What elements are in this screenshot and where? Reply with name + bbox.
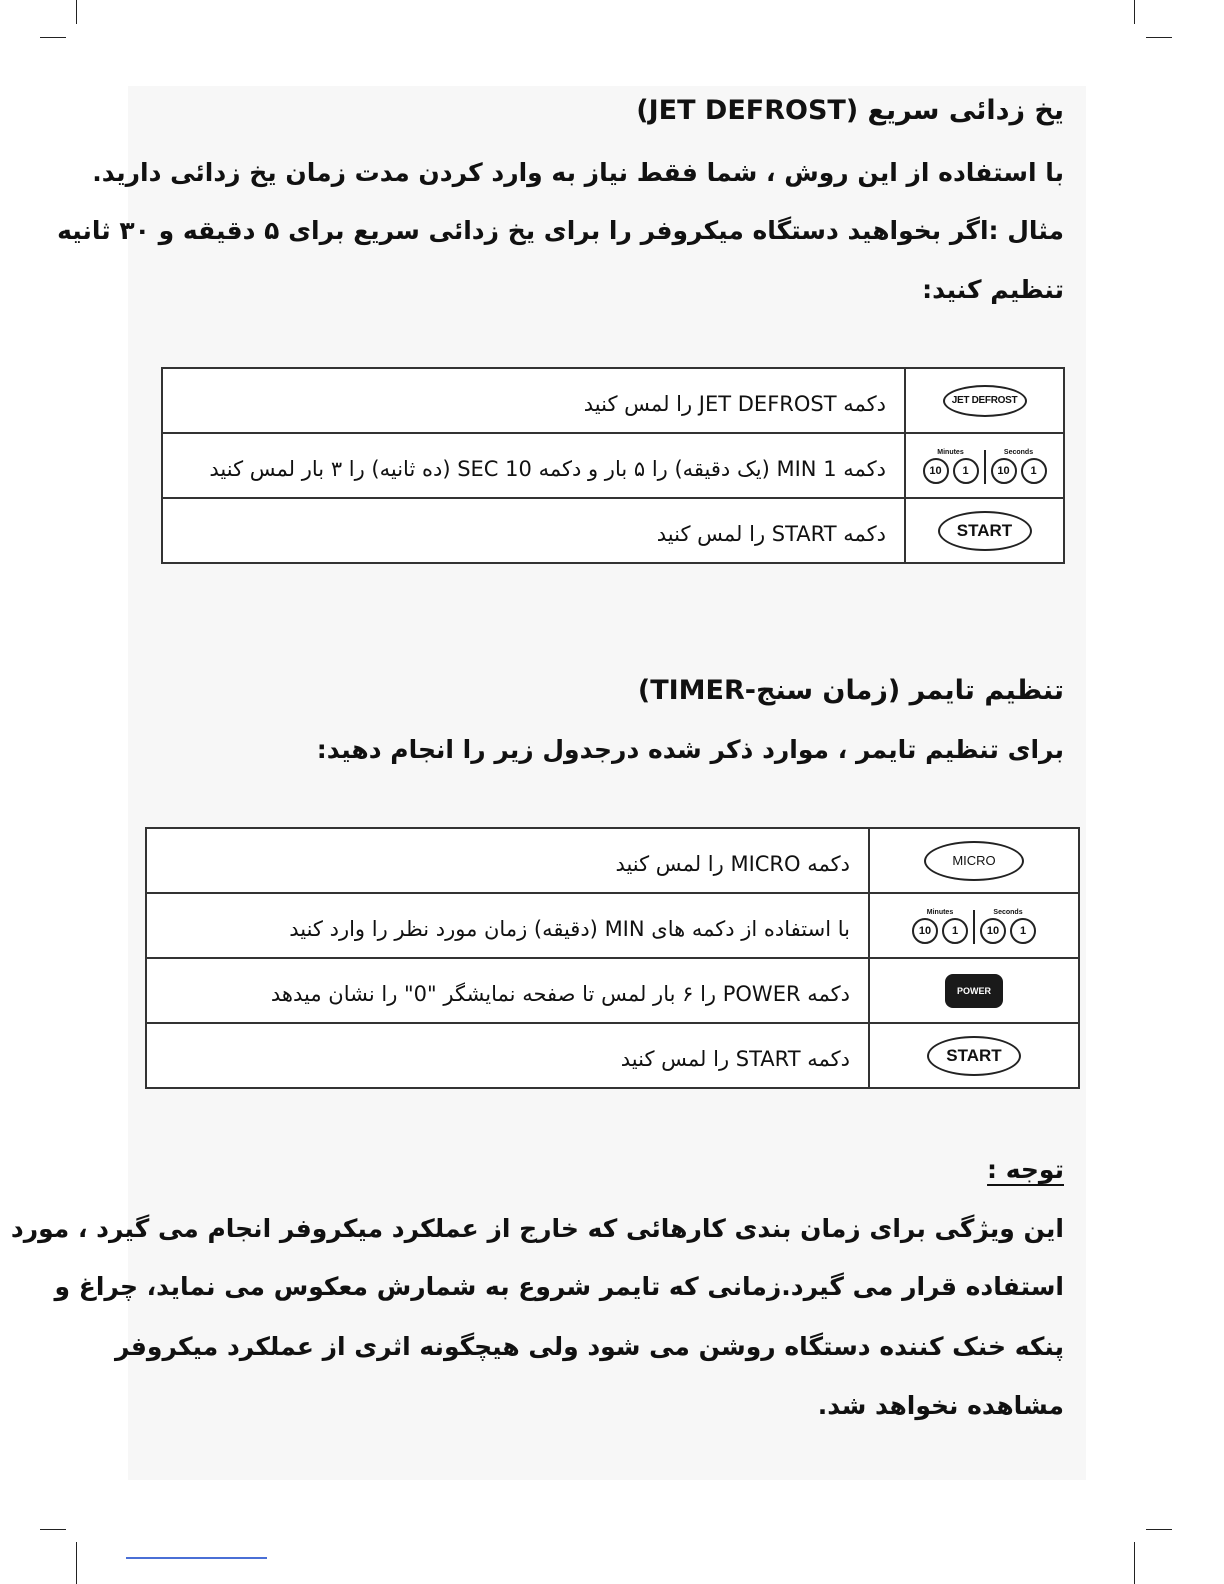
power-button-icon: POWER	[945, 974, 1003, 1008]
icon-cell	[869, 828, 1079, 893]
table-row	[146, 828, 1079, 893]
jet-defrost-button-icon: JET DEFROST	[943, 385, 1027, 417]
step-text: دکمه 1 MIN (یک دقیقه) را ۵ بار و دکمه 10 SEC (ده ثانیه) را ۳ بار لمس کنید	[162, 433, 905, 498]
icon-cell	[905, 433, 1064, 498]
timer-steps-table	[145, 827, 1080, 1089]
one-min-key-icon: 1	[942, 918, 968, 944]
jet-defrost-example-line2: تنظیم کنید:	[922, 275, 1064, 304]
one-min-key-icon: 1	[953, 458, 979, 484]
icon-cell	[869, 958, 1079, 1023]
icon-cell	[869, 1023, 1079, 1088]
one-sec-key-icon: 1	[1010, 918, 1036, 944]
footnote-rule	[126, 1557, 267, 1559]
table-row	[146, 1023, 1079, 1088]
start-button-icon: START	[927, 1036, 1021, 1076]
table-row	[162, 498, 1064, 563]
note-line-3: پنکه خنک کننده دستگاه روشن می شود ولی هیچگونه اثری از عملکرد میکروفر	[115, 1332, 1064, 1361]
jet-defrost-steps-table	[161, 367, 1065, 564]
step-text: دکمه POWER را ۶ بار لمس تا صفحه نمایشگر "0" را نشان میدهد	[146, 958, 869, 1023]
note-line-2: استفاده قرار می گیرد.زمانی که تایمر شروع به شمارش معکوس می نماید، چراغ و	[54, 1272, 1064, 1301]
seconds-label: Seconds	[993, 908, 1023, 916]
minutes-label: Minutes	[926, 908, 954, 916]
ten-min-key-icon: 10	[923, 458, 949, 484]
minutes-group	[910, 908, 970, 944]
crop-mark	[76, 1542, 77, 1584]
minutes-group	[921, 448, 981, 484]
crop-mark	[1134, 0, 1135, 24]
keypad-divider	[973, 910, 975, 944]
micro-button-icon: MICRO	[924, 841, 1024, 881]
time-keypad-icon	[910, 908, 1038, 944]
crop-mark	[40, 1529, 66, 1530]
jet-defrost-heading: یخ زدائی سریع (JET DEFROST)	[636, 95, 1064, 126]
icon-cell	[905, 368, 1064, 433]
ten-min-key-icon: 10	[912, 918, 938, 944]
seconds-label: Seconds	[1003, 448, 1034, 456]
jet-defrost-intro: با استفاده از این روش ، شما فقط نیاز به وارد کردن مدت زمان یخ زدائی دارید.	[92, 158, 1064, 187]
note-line-4: مشاهده نخواهد شد.	[817, 1391, 1064, 1420]
one-sec-key-icon: 1	[1021, 458, 1047, 484]
crop-mark	[40, 37, 66, 38]
note-line-1: این ویژگی برای زمان بندی کارهائی که خارج از عملکرد میکروفر انجام می گیرد ، مورد	[10, 1214, 1064, 1243]
seconds-group	[978, 908, 1038, 944]
icon-cell	[869, 893, 1079, 958]
start-button-icon: START	[938, 511, 1032, 551]
table-row	[162, 433, 1064, 498]
ten-sec-key-icon: 10	[991, 458, 1017, 484]
note-title: توجه :	[987, 1155, 1064, 1184]
timer-intro: برای تنظیم تایمر ، موارد ذکر شده درجدول زیر را انجام دهید:	[316, 735, 1064, 764]
table-row	[162, 368, 1064, 433]
table-row	[146, 958, 1079, 1023]
step-text: دکمه JET DEFROST را لمس کنید	[162, 368, 905, 433]
keypad-divider	[984, 450, 986, 484]
step-text: دکمه MICRO را لمس کنید	[146, 828, 869, 893]
ten-sec-key-icon: 10	[980, 918, 1006, 944]
timer-heading: تنظیم تایمر (زمان سنج-TIMER)	[637, 675, 1064, 706]
crop-mark	[1146, 1529, 1172, 1530]
icon-cell	[905, 498, 1064, 563]
step-text: دکمه START را لمس کنید	[162, 498, 905, 563]
step-text: با استفاده از دکمه های MIN (دقیقه) زمان مورد نظر را وارد کنید	[146, 893, 869, 958]
seconds-group	[989, 448, 1049, 484]
minutes-label: Minutes	[937, 448, 964, 456]
crop-mark	[76, 0, 77, 24]
jet-defrost-example-line1: مثال :اگر بخواهید دستگاه میکروفر را برای یخ زدائی سریع برای ۵ دقیقه و ۳۰ ثانیه	[57, 216, 1064, 245]
step-text: دکمه START را لمس کنید	[146, 1023, 869, 1088]
crop-mark	[1134, 1542, 1135, 1584]
time-keypad-icon	[921, 448, 1049, 484]
crop-mark	[1146, 37, 1172, 38]
table-row	[146, 893, 1079, 958]
